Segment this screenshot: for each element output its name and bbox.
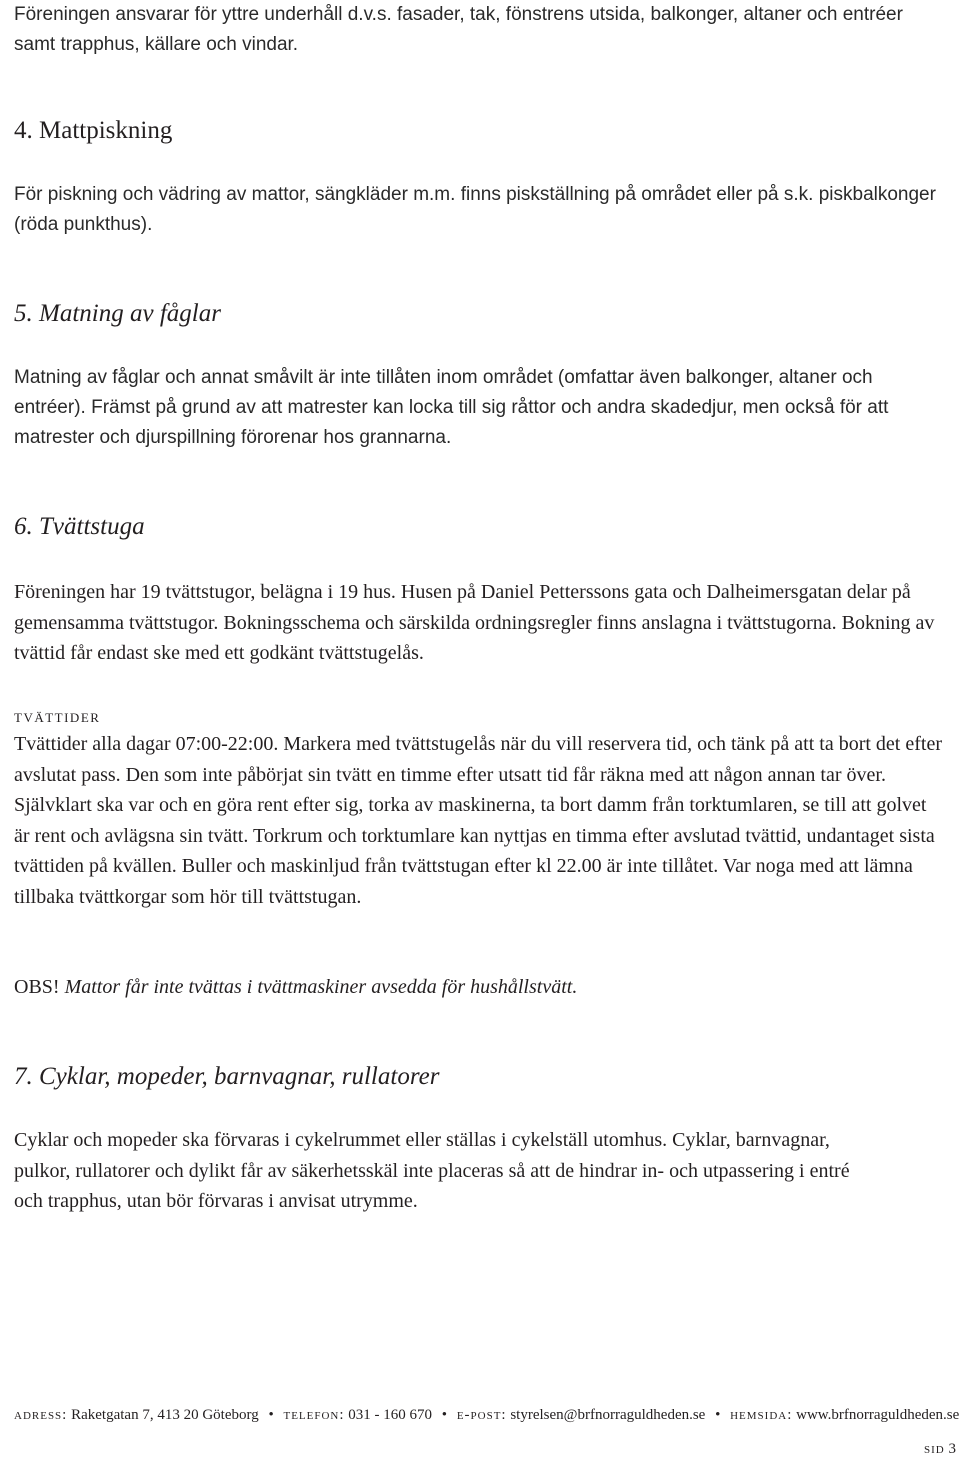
section-5-body: Matning av fåglar och annat småvilt är inte tillåten inom området (omfattar även balkonger, altaner och entréer). Främst på grund av att matrester kan locka till sig råttor och andra skadedjur, men också för att matrester och djurspillning förorenar hos grannarna.	[14, 367, 889, 448]
tvattider-body: Tvättider alla dagar 07:00-22:00. Markera med tvättstugelås när du vill reservera tid, och tänk på att ta bort det efter avslutat pass. Den som inte påbörjat sin tvätt en timme efter utsatt tid får räkna med att någon annan tar över. Självklart ska var och en göra rent efter sig, torka av maskinerna, ta bort damm från torktumlaren, se till att golvet är rent och avlägsna sin tvätt. Torkrum och torktumlare kan nyttjas en timma efter avslutad tvättid, undantaget sista tvättiden på kvällen. Buller och maskinljud från tvättstugan efter kl 22.00 är inte tillåtet. Var noga med att lämna tillbaka tvättkorgar som hör till tvättstugan.	[14, 733, 942, 908]
obs-text: Mattor får inte tvättas i tvättmaskiner avsedda för hushållstvätt.	[64, 976, 578, 998]
section-6-body: Föreningen har 19 tvättstugor, belägna i 19 hus. Husen på Daniel Petterssons gata och Dalheimersgatan delar på gemensamma tvättstugor. Bokningsschema och särskilda ordningsregler finns anslagna i tvättstugorna. Bokning av tvättid får endast ske med ett godkänt tvättstugelås.	[14, 581, 935, 664]
footer-phone-label: telefon:	[283, 1407, 345, 1423]
footer-phone: 031 - 160 670	[348, 1407, 433, 1423]
obs-label: OBS!	[14, 976, 60, 998]
footer-web-label: hemsida:	[730, 1407, 793, 1423]
section-7-body: Cyklar och mopeder ska förvaras i cykelrummet eller ställas i cykelställ utomhus. Cyklar, barnvagnar, pulkor, rullatorer och dylikt får av säkerhetsskäl inte placeras så att de hindrar in- och utpassering i entré och trapphus, utan bör förvaras i anvisat utrymme.	[14, 1129, 850, 1212]
section-7-heading: 7. Cyklar, mopeder, barnvagnar, rullatorer	[14, 1063, 440, 1090]
footer-bullet: •	[715, 1407, 721, 1423]
footer-email-label: e-post:	[456, 1407, 507, 1423]
footer-bullet: •	[441, 1407, 448, 1423]
page-number	[924, 1441, 956, 1458]
section-4-heading: 4. Mattpiskning	[14, 117, 173, 144]
footer-email[interactable]: styrelsen@brfnorraguldheden.se	[510, 1407, 706, 1423]
footer-bullet: •	[268, 1407, 274, 1423]
footer-address-label: adress:	[14, 1407, 68, 1423]
tvattider-subheading: tvättider	[14, 706, 101, 727]
intro-paragraph: Föreningen ansvarar för yttre underhåll d.v.s. fasader, tak, fönstrens utsida, balkonger, altaner och entréer samt trapphus, källare och vindar.	[14, 4, 903, 55]
obs-note	[14, 976, 944, 999]
footer-web[interactable]: www.brfnorraguldheden.se	[796, 1407, 960, 1423]
page-number-label: sid	[924, 1441, 945, 1457]
page-number-value: 3	[948, 1441, 956, 1457]
section-4-body: För piskning och vädring av mattor, sängkläder m.m. finns piskställning på området eller på s.k. piskbalkonger (röda punkthus).	[14, 184, 936, 235]
footer-address: Raketgatan 7, 413 20 Göteborg	[71, 1407, 259, 1423]
section-5-heading: 5. Matning av fåglar	[14, 300, 221, 327]
page-footer	[14, 1407, 960, 1424]
section-6-heading: 6. Tvättstuga	[14, 513, 145, 540]
